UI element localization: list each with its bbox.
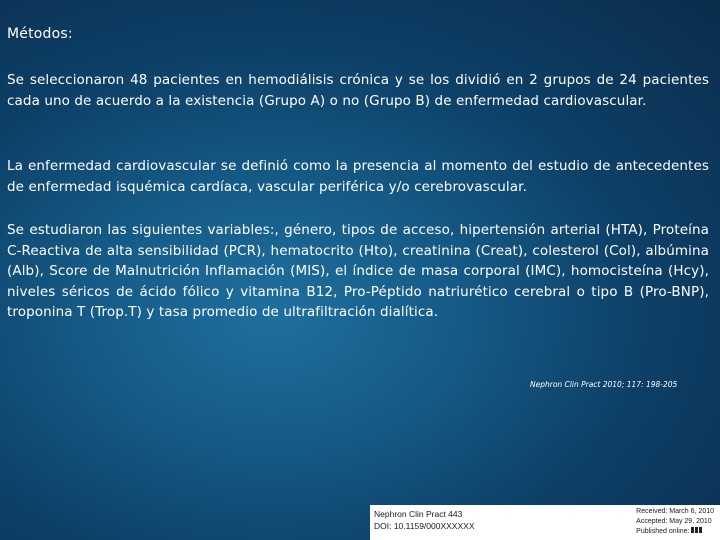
- citation: Nephron Clin Pract 2010; 117: 198-205: [530, 380, 678, 389]
- journal-info: [374, 508, 475, 532]
- redacted-block: [695, 527, 698, 533]
- journal-header-strip: [370, 505, 720, 540]
- section-heading: Métodos:: [7, 26, 73, 42]
- doi-line: DOI: 10.1159/000XXXXXX: [374, 521, 475, 531]
- redacted-block: [691, 527, 694, 533]
- journal-dates: [636, 507, 714, 537]
- published-line: [636, 527, 714, 537]
- paragraph-definition: La enfermedad cardiovascular se definió como la presencia al momento del estudio de antecedentes de enfermedad isquémica cardíaca, vascular periférica y/o cerebrovascular.: [7, 158, 709, 195]
- accepted-date: Accepted: May 29, 2010: [636, 518, 712, 525]
- received-date: Received: March 6, 2010: [636, 508, 714, 515]
- journal-line: Nephron Clin Pract 443: [374, 509, 463, 519]
- paragraph-patients: Se seleccionaron 48 pacientes en hemodiálisis crónica y se los dividió en 2 grupos de 24 pacientes cada uno de acuerdo a la existencia (Grupo A) o no (Grupo B) de enfermedad cardiovascular.: [7, 72, 709, 109]
- published-label: Published online:: [636, 528, 690, 535]
- redacted-block: [699, 527, 702, 533]
- paragraph-variables: Se estudiaron las siguientes variables:, género, tipos de acceso, hipertensión arterial (HTA), Proteína C-Reactiva de alta sensibilidad (PCR), hematocrito (Hto), creatinina (Creat), colesterol (Col), albúmina (Alb), Score de Malnutrición Inflamación (MIS), el índice de masa corporal (IMC), homocisteína (Hcy), niveles séricos de ácido fólico y vitamina B12, Pro-Péptido natriurético cerebral o tipo B (Pro-BNP), troponina T (Trop.T) y tasa promedio de ultrafiltración dialítica.: [7, 222, 709, 320]
